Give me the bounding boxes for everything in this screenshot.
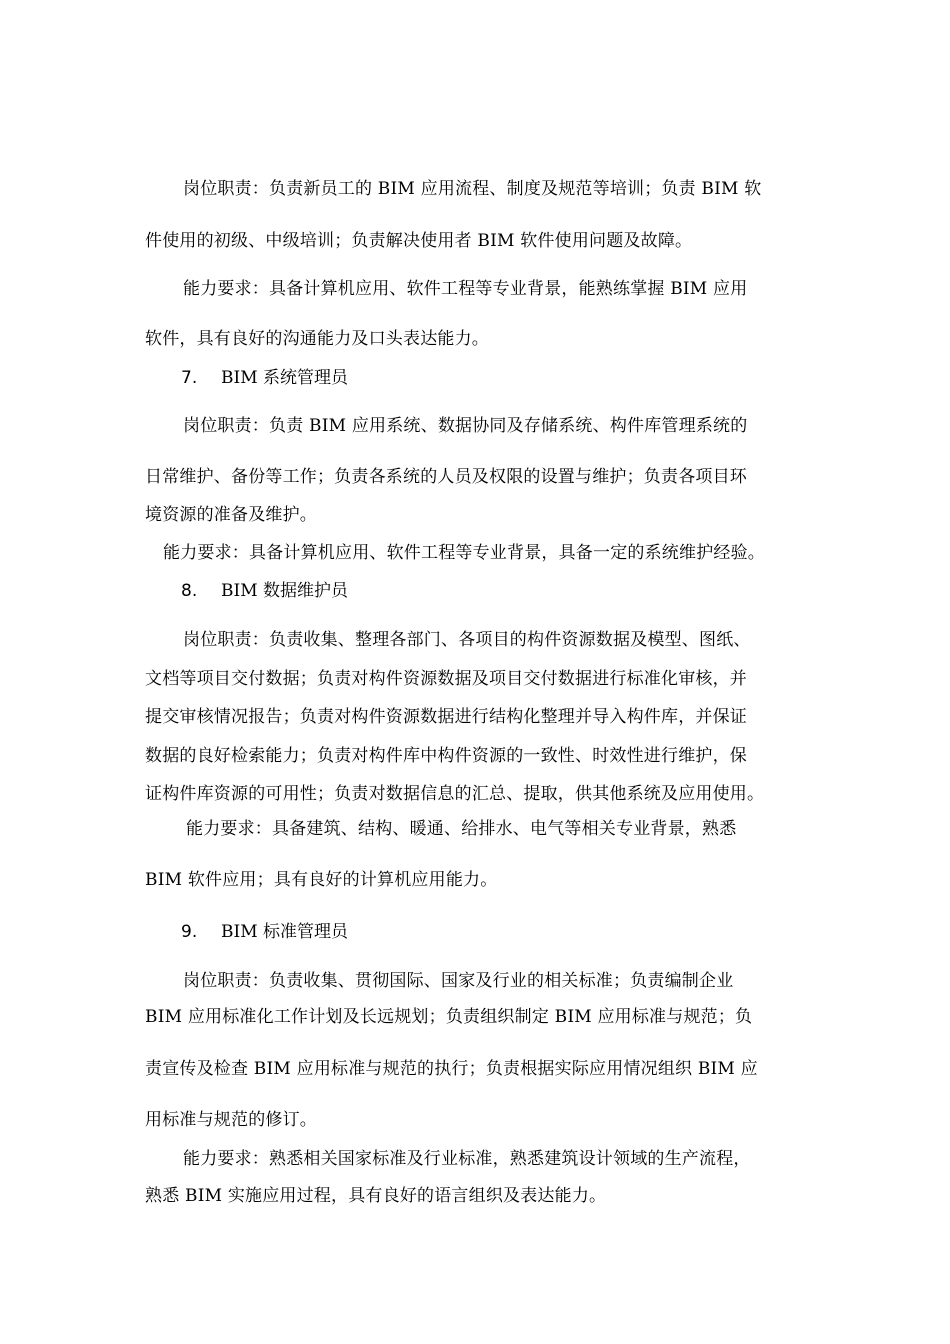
p1-line2: 件使用的初级、中级培训；负责解决使用者 BIM 软件使用问题及故障。 <box>145 231 693 251</box>
heading-9-number: 9. <box>181 922 198 942</box>
p6-line1: 能力要求：具备建筑、结构、暖通、给排水、电气等相关专业背景，熟悉 <box>186 819 737 839</box>
p4-line1: 能力要求：具备计算机应用、软件工程等专业背景，具备一定的系统维护经验。 <box>163 543 765 563</box>
p3-line2: 日常维护、备份等工作；负责各系统的人员及权限的设置与维护；负责各项目环 <box>145 467 747 487</box>
heading-7-number: 7. <box>181 368 198 388</box>
heading-7-title: BIM 系统管理员 <box>221 368 349 388</box>
p3-line3: 境资源的准备及维护。 <box>145 505 317 525</box>
p7-line2: BIM 应用标准化工作计划及长远规划；负责组织制定 BIM 应用标准与规范；负 <box>145 1007 753 1027</box>
p2-line2: 软件，具有良好的沟通能力及口头表达能力。 <box>145 329 489 349</box>
heading-8-title: BIM 数据维护员 <box>221 581 349 601</box>
heading-8-number: 8. <box>181 581 198 601</box>
p7-line1: 岗位职责：负责收集、贯彻国际、国家及行业的相关标准；负责编制企业 <box>183 971 734 991</box>
p3-line1: 岗位职责：负责 BIM 应用系统、数据协同及存储系统、构件库管理系统的 <box>183 416 748 436</box>
p5-line4: 数据的良好检索能力；负责对构件库中构件资源的一致性、时效性进行维护，保 <box>145 746 747 766</box>
p2-line1: 能力要求：具备计算机应用、软件工程等专业背景，能熟练掌握 BIM 应用 <box>183 279 748 299</box>
p5-line1: 岗位职责：负责收集、整理各部门、各项目的构件资源数据及模型、图纸、 <box>183 630 751 650</box>
p7-line4: 用标准与规范的修订。 <box>145 1110 317 1130</box>
p8-line2: 熟悉 BIM 实施应用过程，具有良好的语言组织及表达能力。 <box>145 1186 607 1206</box>
heading-9-title: BIM 标准管理员 <box>221 922 349 942</box>
p7-line3: 责宣传及检查 BIM 应用标准与规范的执行；负责根据实际应用情况组织 BIM 应 <box>145 1059 758 1079</box>
p6-line2: BIM 软件应用；具有良好的计算机应用能力。 <box>145 870 498 890</box>
p5-line3: 提交审核情况报告；负责对构件资源数据进行结构化整理并导入构件库，并保证 <box>145 707 747 727</box>
p5-line5: 证构件库资源的可用性；负责对数据信息的汇总、提取，供其他系统及应用使用。 <box>145 784 765 804</box>
p1-line1: 岗位职责：负责新员工的 BIM 应用流程、制度及规范等培训；负责 BIM 软 <box>183 179 762 199</box>
p8-line1: 能力要求：熟悉相关国家标准及行业标准，熟悉建筑设计领域的生产流程， <box>183 1149 751 1169</box>
p5-line2: 文档等项目交付数据；负责对构件资源数据及项目交付数据进行标准化审核，并 <box>145 669 747 689</box>
